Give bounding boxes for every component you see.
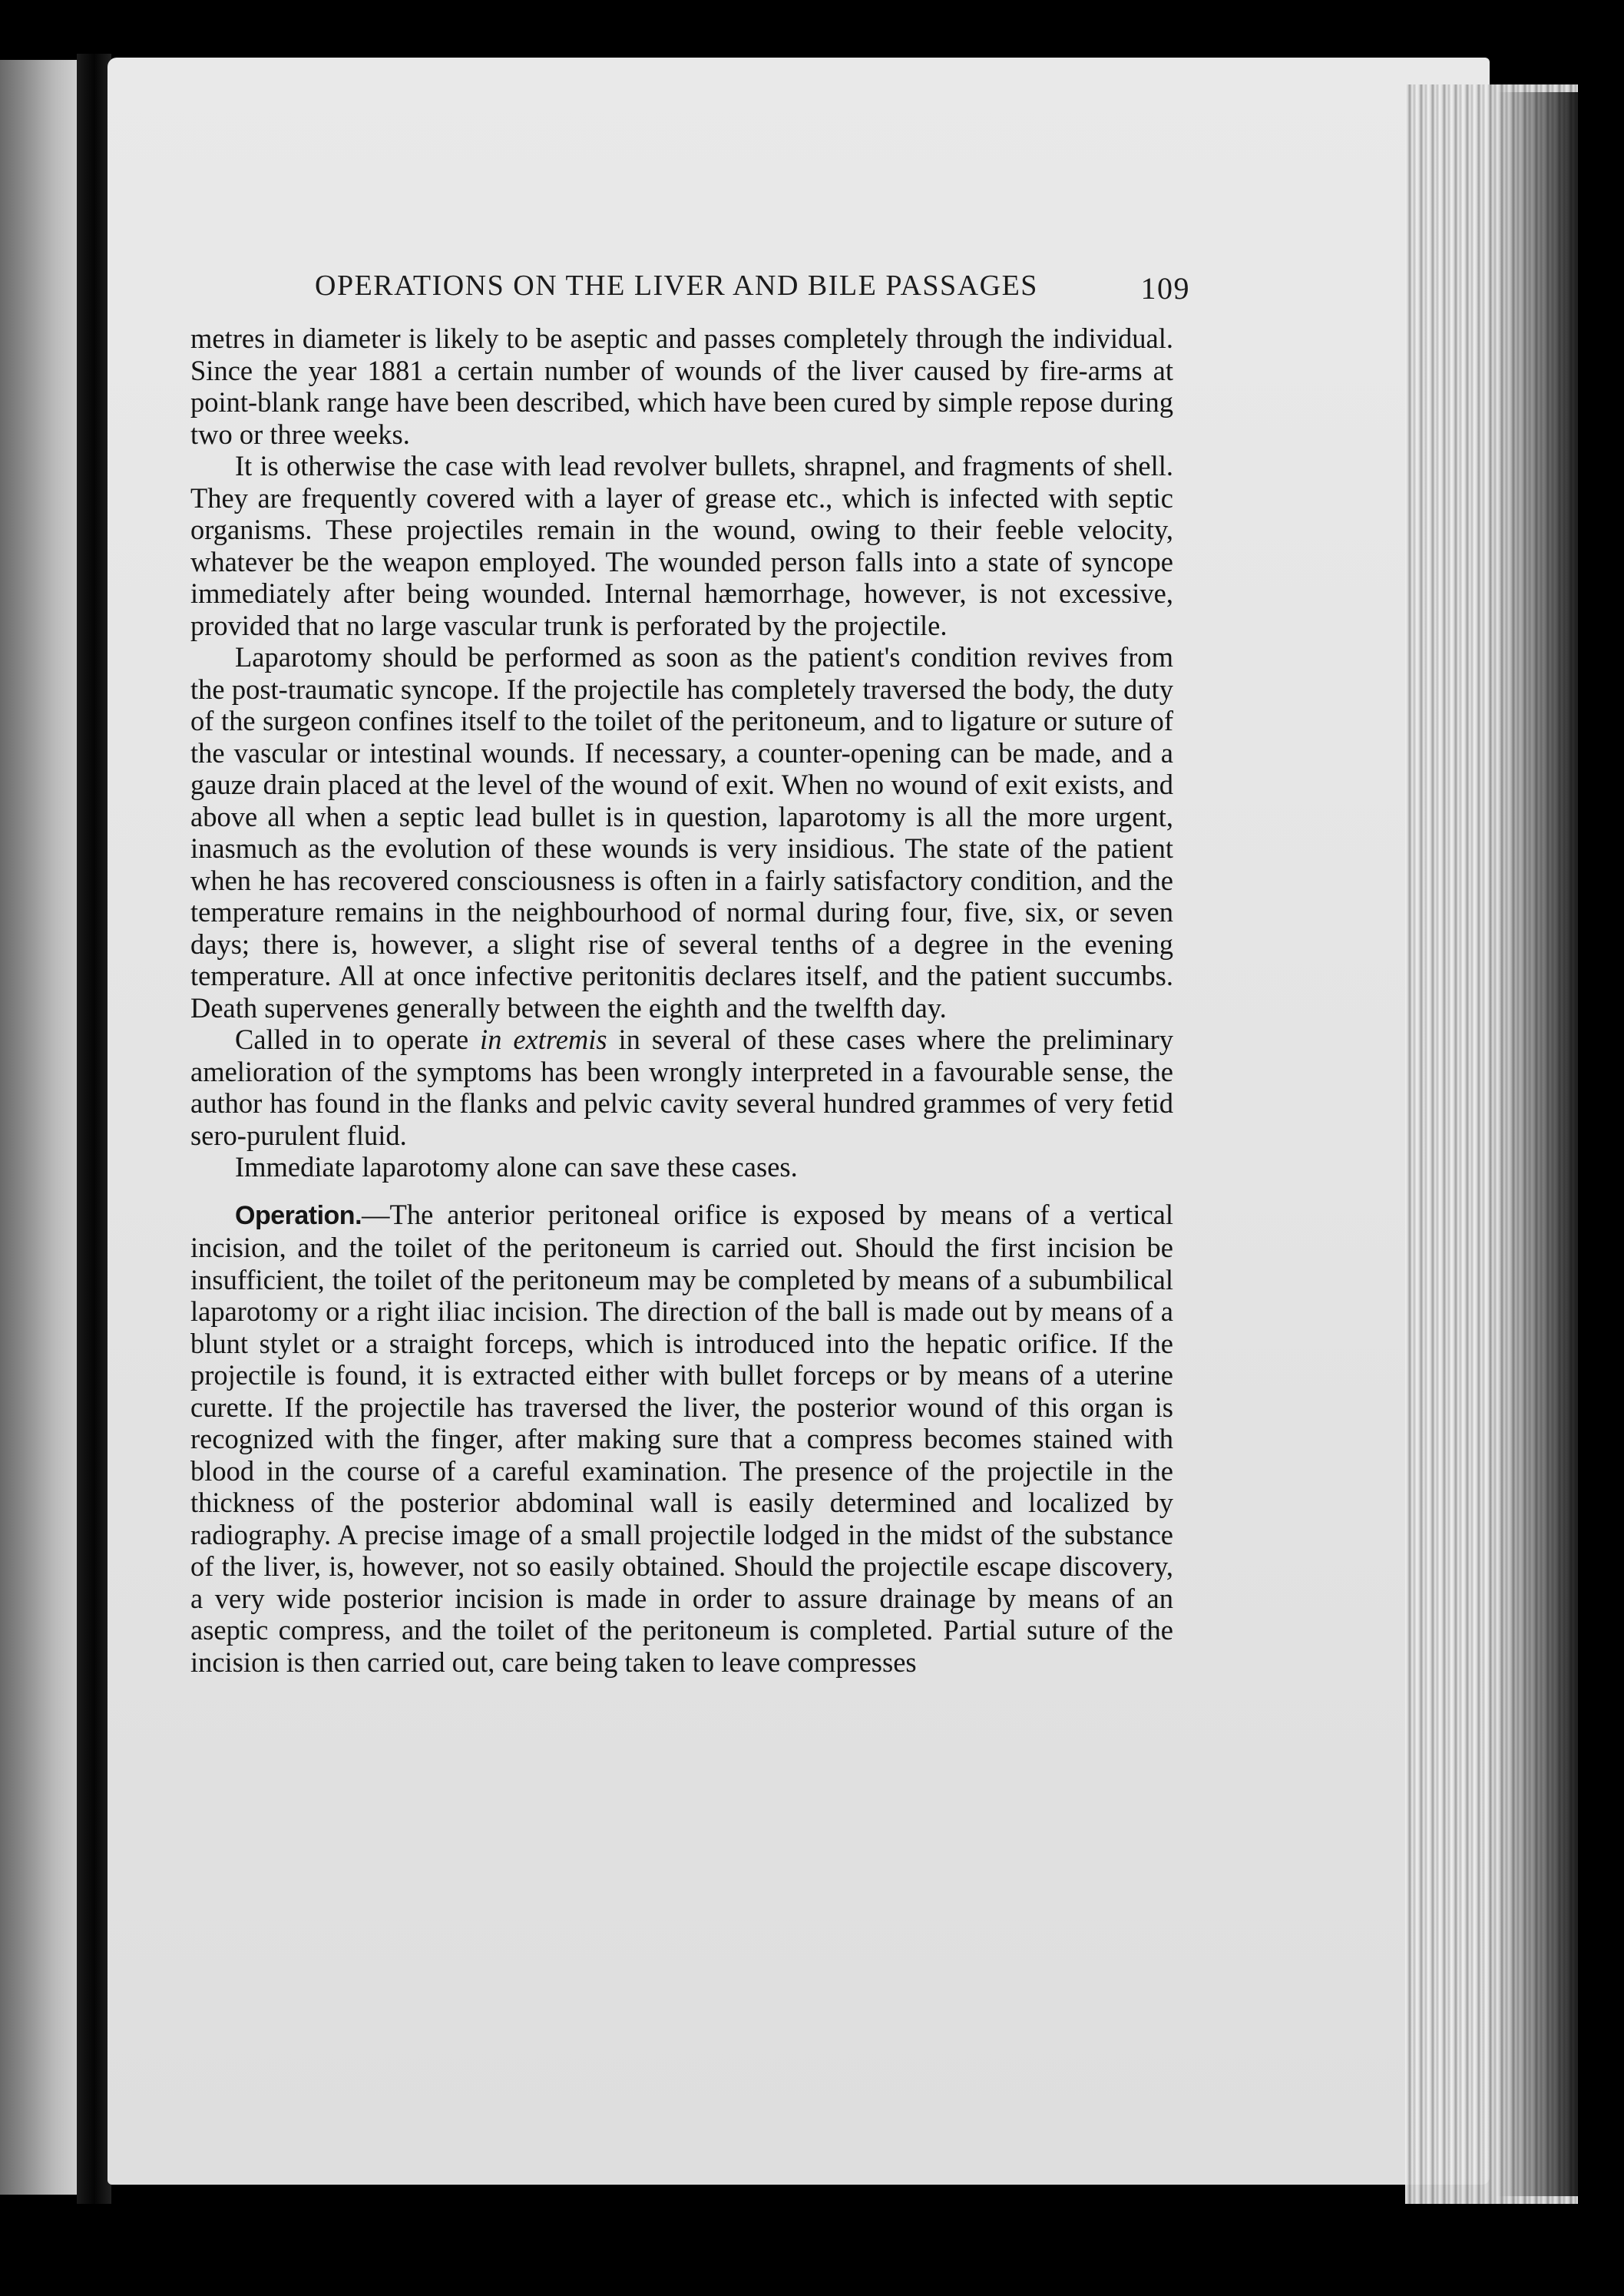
paragraph-text: Called in to operate <box>235 1024 481 1055</box>
running-title: OPERATIONS ON THE LIVER AND BILE PASSAGES <box>315 270 1038 302</box>
book-gutter <box>77 54 111 2204</box>
paragraph-gap <box>190 1183 1173 1199</box>
paragraph: Laparotomy should be performed as soon as the patient's condition revives from the post-traumatic syncope. If the projectile has completely traversed the body, the duty of the surgeon confines itself to the toilet of the peritoneum, and to ligature or suture of the vascular or intestinal wounds. If necessary, a counter-opening can be made, and a gauze drain placed at the level of the wound of exit. When no wound of exit exists, and above all when a septic lead bullet is in question, laparotomy is all the more urgent, inasmuch as the evolution of these wounds is very insidious. The state of the patient when he has recovered consciousness is often in a fairly satisfactory condition, and the temperature remains in the neighbourhood of normal during four, five, six, or seven days; there is, however, a slight rise of several tenths of a degree in the evening temperature. All at once infective peritonitis declares itself, and the patient succumbs. Death supervenes generally between the eighth and the twelfth day. <box>190 641 1173 1024</box>
paragraph: It is otherwise the case with lead revolver bullets, shrapnel, and fragments of shell. They are frequently covered with a layer of grease etc., which is infected with septic organisms. These projectiles remain in the wound, owing to their feeble velocity, whatever be the weapon employed. The wounded person falls into a state of syncope immediately after being wounded. Internal hæmorrhage, however, is not excessive, provided that no large vascular trunk is perforated by the projectile. <box>190 450 1173 641</box>
paragraph: metres in diameter is likely to be aseptic and passes completely through the individual. Since the year 1881 a certain number of wounds of the liver caused by fire-arms at point-blank range have been described, which have been cured by simple repose during two or three weeks. <box>190 323 1173 450</box>
page-edge-shadow <box>1497 92 1578 2196</box>
facing-page-edge <box>0 60 77 2195</box>
section-heading: Operation. <box>235 1200 362 1230</box>
italic-phrase: in extremis <box>480 1024 607 1055</box>
page-number: 109 <box>1140 271 1190 306</box>
paragraph-text: in several of these cases where the preliminary amelioration of the symptoms has been wrongly interpreted in a favourable sense, the author has found in the flanks and pelvic cavity several hundred grammes of very fetid sero-purulent fluid. <box>190 1024 1173 1151</box>
page-body <box>190 323 1173 1678</box>
running-head <box>315 269 1190 315</box>
paragraph-text: —The anterior peritoneal orifice is exposed by means of a vertical incision, and the toilet of the peritoneum is carried out. Should the first incision be insufficient, the toilet of the peritoneum may be completed by means of a subumbilical laparotomy or a right iliac incision. The direction of the ball is made out by means of a blunt stylet or a straight forceps, which is introduced into the hepatic orifice. If the projectile is found, it is extracted either with bullet forceps or by means of a uterine curette. If the projectile has traversed the liver, the posterior wound of this organ is recognized with the finger, after making sure that a compress becomes stained with blood in the course of a careful examination. The presence of the projectile in the thickness of the posterior abdominal wall is easily determined and localized by radiography. A precise image of a small projectile lodged in the midst of the substance of the liver, is, however, not so easily obtained. Should the projectile escape discovery, a very wide posterior incision is made in order to assure drainage by means of an aseptic compress, and the toilet of the peritoneum is completed. Partial suture of the incision is then carried out, care being taken to leave compresses <box>190 1198 1173 1678</box>
paragraph <box>190 1199 1173 1679</box>
paragraph: Immediate laparotomy alone can save these cases. <box>235 1151 798 1183</box>
paragraph <box>190 1024 1173 1151</box>
